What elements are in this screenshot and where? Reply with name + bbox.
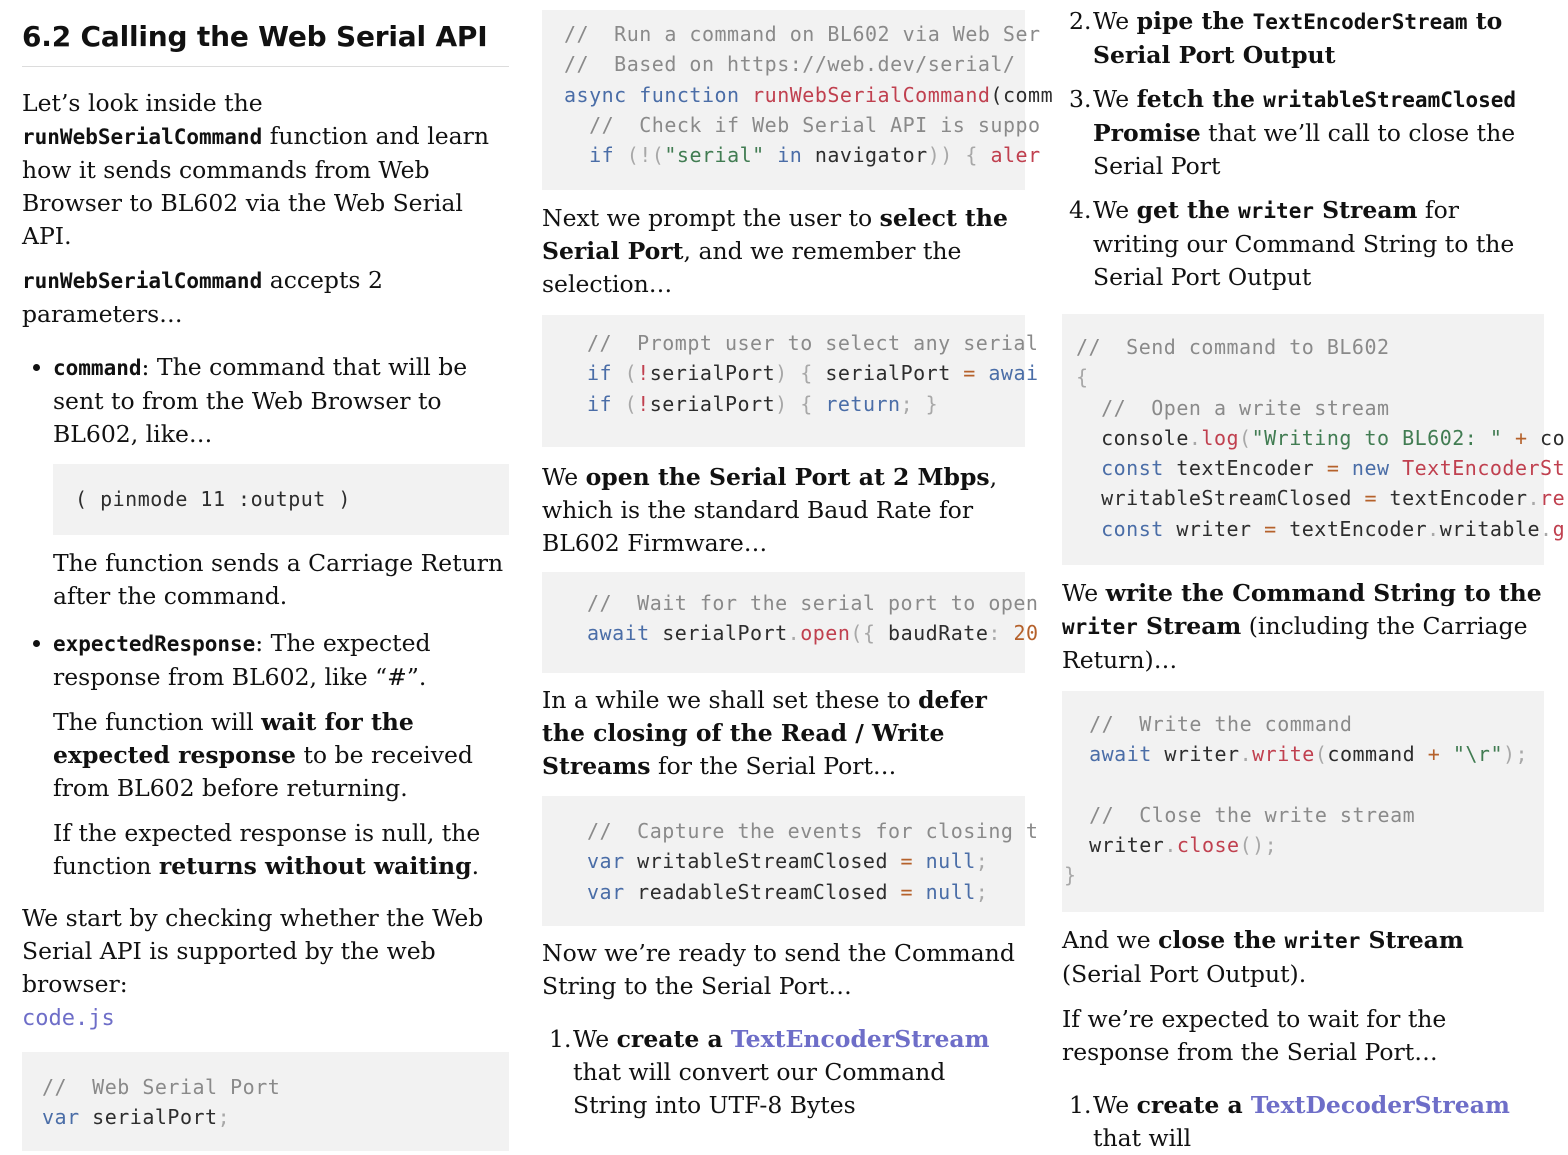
code-identifier: textEncoder [1276,516,1428,541]
prompt-paragraph [542,202,1025,301]
code-comment: // Open a write stream [1076,395,1390,420]
bold-text: select the Serial Port [542,204,1008,265]
middle-column [542,0,1054,1119]
text: We [1093,1091,1137,1119]
code-keyword: await [587,621,650,646]
code-keyword: if [589,143,615,168]
code-identifier: serialPort [649,361,776,386]
list-item-expected-response [22,627,509,883]
bold-text: returns without waiting [158,852,472,880]
text: We [1093,196,1137,224]
code-line: ( pinmode 11 :output ) [75,487,351,511]
bold-text: get the [1136,196,1239,224]
left-column [22,0,509,1130]
text: We [1093,7,1137,35]
code-identifier: co [1527,425,1566,450]
code-punct: . [1239,742,1253,767]
code-comment: // Run a command on BL602 via Web Ser [564,22,1041,46]
code-comment: // Close the write stream [1064,802,1416,827]
text: If the expected response is null, the function [53,819,481,880]
code-comment: // Send command to BL602 [1076,335,1390,359]
bold-code: writableStreamClosed [1263,88,1517,112]
close-paragraph [1062,924,1544,991]
code-block-send-command [1062,314,1566,565]
code-string: "serial" [664,143,765,168]
list-item-step-4 [1062,194,1544,294]
code-keyword: const [1076,516,1164,541]
defer-paragraph [542,684,1025,783]
code-block-stream-vars [542,796,1039,926]
intro-paragraph [22,87,509,253]
param-wait-note [53,706,509,805]
code-operator: = [900,879,914,904]
code-identifier: writableStreamClosed [624,849,901,874]
params-text: accepts 2 parameters… [22,266,383,328]
code-keyword: const [1076,456,1164,481]
code-block-open-port [542,572,1039,673]
code-punct: ( [612,391,638,416]
text: , which is the standard Baud Rate for BL602 Firmware… [542,463,998,557]
list-marker: 1. [1069,1091,1092,1119]
code-operator: = [963,361,976,386]
code-punct: ( [1314,742,1328,767]
list-item-decoder-step-1 [1062,1089,1544,1155]
code-identifier: console [1076,425,1189,450]
code-function: log [1201,425,1240,450]
text: . [471,852,480,880]
list-item-step-1 [542,1023,1025,1122]
code-identifier: writer [1163,516,1265,541]
bold-text: Stream [1137,612,1242,640]
code-function: write [1252,742,1315,767]
list-marker: 3. [1069,85,1092,113]
code-operator: = [900,849,914,874]
code-js-link[interactable]: code.js [22,1006,115,1031]
code-identifier: serialPort [812,361,964,386]
text: The function will [53,708,262,736]
text: We [542,463,586,491]
code-punct: . [1427,516,1440,541]
code-function: open [800,621,851,646]
code-punct: ); [1503,742,1529,767]
code-punct: { [1076,365,1089,390]
bold-text: wait for the expected response [53,708,414,769]
bold-text: defer the closing of the Read / Write Streams [542,686,987,780]
code-function: TextEncoderSt [1389,456,1566,481]
bold-text: pipe the [1136,7,1253,35]
bold-code: TextEncoderStream [1252,10,1468,34]
bold-text: write the Command String to the [1105,579,1542,607]
bold-text: Stream [1360,926,1464,954]
text: We [573,1025,617,1053]
ready-paragraph: Now we’re ready to send the Command String to the Serial Port… [542,939,1015,1000]
encoder-steps-list-continued [1062,5,1544,294]
code-identifier: baudRate [875,621,989,646]
text: for the Serial Port… [650,752,897,780]
code-punct: (); [1239,833,1278,858]
code-operator: + [1415,742,1441,767]
text: We [1062,579,1106,607]
bold-text: create a [616,1025,731,1053]
code-punct: ( [1239,425,1252,450]
code-punct: ({ [850,621,876,646]
params-paragraph [22,264,509,331]
code-keyword: null [913,849,976,874]
text: for writing our Command String to the Serial Port Output [1093,196,1515,291]
list-marker: 4. [1069,196,1092,224]
code-identifier: writer [1151,742,1240,767]
code-identifier: navigator [802,143,928,168]
bold-text: create a [1136,1091,1251,1119]
intro-text-end: function and learn how it sends commands from Web Browser to BL602 via the Web Serial API. [22,122,489,250]
code-identifier: serialPort [649,391,776,416]
param-note: The function sends a Carriage Return after the command. [53,549,504,610]
code-punct: : [988,621,1001,646]
text: that will [1093,1124,1192,1152]
code-comment: // Prompt user to select any serial [587,331,1039,355]
parameter-list [22,351,509,883]
code-keyword: if [587,391,613,416]
code-comment: // Based on https://web.dev/serial/ [564,52,1016,77]
bold-text: to Serial Port Output [1093,7,1503,69]
text: to be received from BL602 before returning. [53,741,473,802]
code-keyword: awai [975,361,1039,386]
code-function: re [1540,486,1566,511]
bold-text: Stream [1313,196,1418,224]
bold-code: writer [1284,929,1361,953]
code-punct: . [787,621,801,646]
code-identifier: writableStreamClosed [1076,486,1365,511]
param-null-note [53,817,509,883]
open-port-paragraph [542,461,1025,560]
list-item-command [22,351,509,613]
code-identifier: textEncoder [1163,456,1327,481]
code-keyword: in [764,143,803,168]
text: that we’ll call to close the Serial Port [1093,119,1516,180]
code-identifier: writer [1064,833,1165,858]
code-function: g [1552,516,1566,541]
code-identifier: serialPort [79,1105,218,1130]
code-keyword: var [587,879,625,904]
code-punct: . [1164,833,1177,858]
code-identifier: (comm [990,82,1054,107]
code-identifier: writable [1439,516,1541,541]
bold-code: writer [1238,199,1314,223]
write-paragraph [1062,577,1544,677]
list-item-step-2 [1062,5,1544,72]
bold-text: Promise [1093,119,1201,147]
text: In a while we shall set these to [542,686,919,714]
code-keyword: async function [564,82,740,107]
bold-text: fetch the [1136,85,1264,113]
code-identifier: serialPort [649,621,788,646]
text: Next we prompt the user to [542,204,880,232]
code-punct: ; } [900,391,939,416]
list-marker: 1. [549,1025,572,1053]
code-punct: } [1064,863,1077,888]
text: We start by checking whether the Web Serial API is supported by the web browser: [22,904,484,998]
bold-text: close the [1158,926,1285,954]
code-keyword: await [1064,742,1152,767]
code-block-web-serial-port [22,1052,509,1151]
param-description: : The command that will be sent to from the Web Browser to BL602, like… [53,353,468,448]
list-marker: 2. [1069,7,1092,35]
code-punct: ; [975,849,989,874]
code-block-run-command [542,10,1054,190]
code-function: runWebSerialCommand [752,82,991,107]
code-operator: + [1502,425,1528,450]
code-operator: ! [637,391,650,416]
function-name-code: runWebSerialCommand [22,269,263,293]
code-block-pinmode [53,464,509,535]
intro-text: Let’s look inside the [22,89,263,117]
code-keyword: var [587,849,625,874]
code-function: close [1176,833,1240,858]
code-punct: ; [975,879,989,904]
code-punct: ) { [775,361,813,386]
code-operator: ! [637,361,650,386]
code-keyword: var [42,1105,80,1130]
start-paragraph [22,902,509,1035]
right-column [1062,0,1566,1152]
text: We [1093,85,1137,113]
decoder-steps-list [1062,1089,1544,1155]
text: , and we remember the selection… [542,237,962,298]
code-comment: // Check if Web Serial API is suppo [589,112,1041,137]
code-punct: (!( [614,143,665,168]
code-punct: )) { [927,143,978,168]
bold-code: writer [1062,615,1138,639]
code-comment: // Wait for the serial port to open [587,591,1039,615]
code-string: "Writing to BL602: " [1251,425,1503,450]
code-punct: . [1540,516,1553,541]
code-punct: ) { [775,391,813,416]
text: that will convert our Command String into UTF-8 Bytes [573,1058,946,1119]
code-number: 20 [1000,621,1039,646]
code-block-prompt-port [542,315,1039,447]
code-operator: = [1264,516,1277,541]
code-keyword: null [913,879,976,904]
param-name-code: expectedResponse [53,632,256,656]
code-comment: // Capture the events for closing t [587,819,1039,843]
text: And we [1062,926,1159,954]
code-keyword: if [587,361,613,386]
code-keyword: return [812,391,901,416]
code-identifier: readableStreamClosed [624,879,901,904]
function-name-code: runWebSerialCommand [22,125,263,149]
text: (Serial Port Output). [1062,960,1307,988]
code-operator: = [1326,456,1340,481]
code-function: aler [977,143,1041,168]
list-item-step-3 [1062,83,1544,183]
code-identifier: command [1327,742,1416,767]
code-comment: // Web Serial Port [42,1075,281,1099]
code-block-write-close [1062,691,1544,912]
code-punct: ( [612,361,638,386]
text: (including the Carriage Return)… [1062,612,1528,674]
encoder-steps-list [542,1023,1025,1122]
param-name-code: command [53,356,142,380]
code-operator: = [1364,486,1377,511]
code-punct: . [1188,425,1202,450]
code-punct: ; [217,1105,231,1130]
textdecoderstream-link[interactable]: TextDecoderStream [1250,1091,1510,1119]
wait-paragraph: If we’re expected to wait for the response from the Serial Port… [1062,1005,1447,1066]
code-punct: . [1527,486,1541,511]
bold-text: open the Serial Port at 2 Mbps [585,463,990,491]
code-keyword: new [1339,456,1390,481]
code-identifier: textEncoder [1377,486,1528,511]
section-heading: 6.2 Calling the Web Serial API [22,0,509,67]
param-description: : The expected response from BL602, like “#”. [53,629,431,691]
code-string: "\r" [1440,742,1504,767]
textencoderstream-link[interactable]: TextEncoderStream [730,1025,990,1053]
code-comment: // Write the command [1064,712,1353,736]
